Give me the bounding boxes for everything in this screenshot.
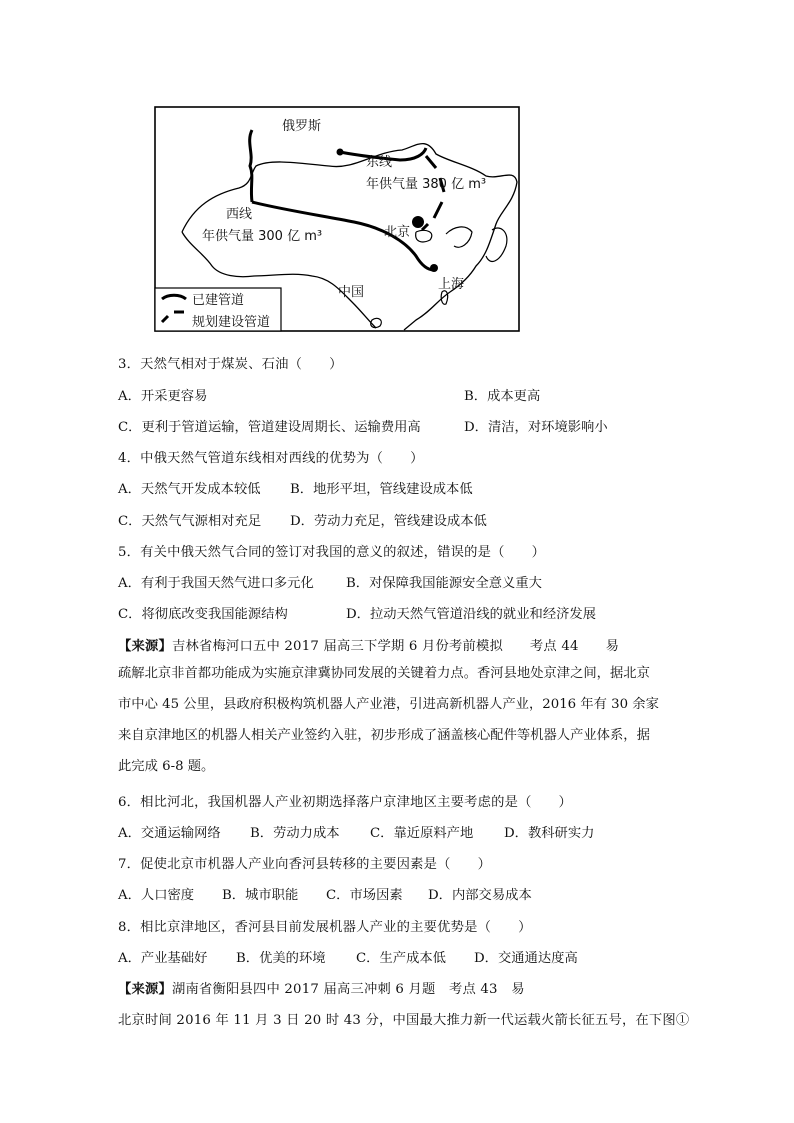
q8-option-b: B．优美的环境 [236, 951, 326, 966]
source-line-1 [118, 635, 619, 654]
source-tag: 【来源】 [118, 982, 172, 997]
q3-stem: 3．天然气相对于煤炭、石油（ ） [118, 357, 343, 372]
q4-option-b: B．地形平坦，管线建设成本低 [290, 482, 473, 497]
passage-1-line-4: 此完成 6-8 题。 [118, 759, 215, 774]
q5-option-c: C．将彻底改变我国能源结构 [118, 607, 288, 622]
q4-option-a: A．天然气开发成本较低 [118, 482, 261, 497]
q7-stem: 7．促使北京市机器人产业向香河县转移的主要因素是（ ） [118, 857, 492, 872]
map-figure [154, 106, 520, 332]
q5-stem: 5．有关中俄天然气合同的签订对我国的意义的叙述，错误的是（ ） [118, 545, 546, 560]
source-text: 湖南省衡阳县四中 2017 届高三冲刺 6 月题 考点 43 易 [172, 982, 525, 997]
q3-option-d: D．清洁，对环境影响小 [464, 420, 608, 435]
q4-option-d: D．劳动力充足，管线建设成本低 [290, 514, 487, 529]
q4-option-c: C．天然气气源相对充足 [118, 514, 262, 529]
pipeline-map [154, 106, 520, 332]
q8-option-d: D．交通通达度高 [474, 951, 578, 966]
q3-option-c: C．更利于管道运输，管道建设周期长、运输费用高 [118, 420, 421, 435]
q7-option-b: B．城市职能 [222, 888, 299, 903]
q5-option-a: A．有利于我国天然气进口多元化 [118, 576, 314, 591]
q5-option-b: B．对保障我国能源安全意义重大 [346, 576, 542, 591]
q6-option-d: D．教科研实力 [504, 826, 595, 841]
passage-1-line-2: 市中心 45 公里，县政府积极构筑机器人产业港，引进高新机器人产业，2016 年有 30 余家 [118, 697, 659, 712]
q6-option-b: B．劳动力成本 [250, 826, 340, 841]
label-east-supply: 年供气量 380 亿 m³ [366, 177, 487, 192]
label-west-supply: 年供气量 300 亿 m³ [202, 229, 323, 244]
q7-option-c: C．市场因素 [326, 888, 403, 903]
q7-option-a: A．人口密度 [118, 888, 195, 903]
label-russia: 俄罗斯 [282, 119, 322, 134]
q8-option-c: C．生产成本低 [356, 951, 446, 966]
label-east-line: 东线 [366, 155, 393, 170]
passage-1-line-1: 疏解北京非首都功能成为实施京津冀协同发展的关键着力点。香河县地处京津之间，据北京 [118, 666, 650, 681]
source-tag: 【来源】 [118, 639, 172, 654]
passage-1-line-3: 来自京津地区的机器人相关产业签约入驻，初步形成了涵盖核心配件等机器人产业体系，据 [118, 728, 650, 743]
source-text: 吉林省梅河口五中 2017 届高三下学期 6 月份考前模拟 考点 44 易 [172, 639, 620, 654]
q6-option-c: C．靠近原料产地 [370, 826, 474, 841]
q5-option-d: D．拉动天然气管道沿线的就业和经济发展 [346, 607, 597, 622]
passage-1 [118, 658, 678, 782]
label-west-line: 西线 [226, 207, 253, 222]
q3-option-a: A．开采更容易 [118, 389, 208, 404]
q6-option-a: A．交通运输网络 [118, 826, 221, 841]
q8-option-a: A．产业基础好 [118, 951, 208, 966]
label-shanghai: 上海 [438, 277, 465, 292]
q8-stem: 8．相比京津地区，香河县目前发展机器人产业的主要优势是（ ） [118, 920, 532, 935]
q3-option-b: B．成本更高 [464, 389, 541, 404]
label-beijing: 北京 [384, 225, 411, 240]
east-start-dot [337, 149, 344, 156]
source-line-2 [118, 978, 525, 997]
q6-stem: 6．相比河北，我国机器人产业初期选择落户京津地区主要考虑的是（ ） [118, 795, 573, 810]
shanghai-dot [430, 264, 438, 272]
legend-built-label: 已建管道 [192, 293, 245, 308]
q7-option-d: D．内部交易成本 [428, 888, 532, 903]
beijing-dot [412, 216, 424, 228]
label-china: 中国 [338, 285, 365, 300]
legend-planned-label: 规划建设管道 [192, 315, 271, 330]
q4-stem: 4．中俄天然气管道东线相对西线的优势为（ ） [118, 451, 424, 466]
passage-2-line-1: 北京时间 2016 年 11 月 3 日 20 时 43 分，中国最大推力新一代运载火箭长征五号，在下图① [118, 1013, 690, 1028]
